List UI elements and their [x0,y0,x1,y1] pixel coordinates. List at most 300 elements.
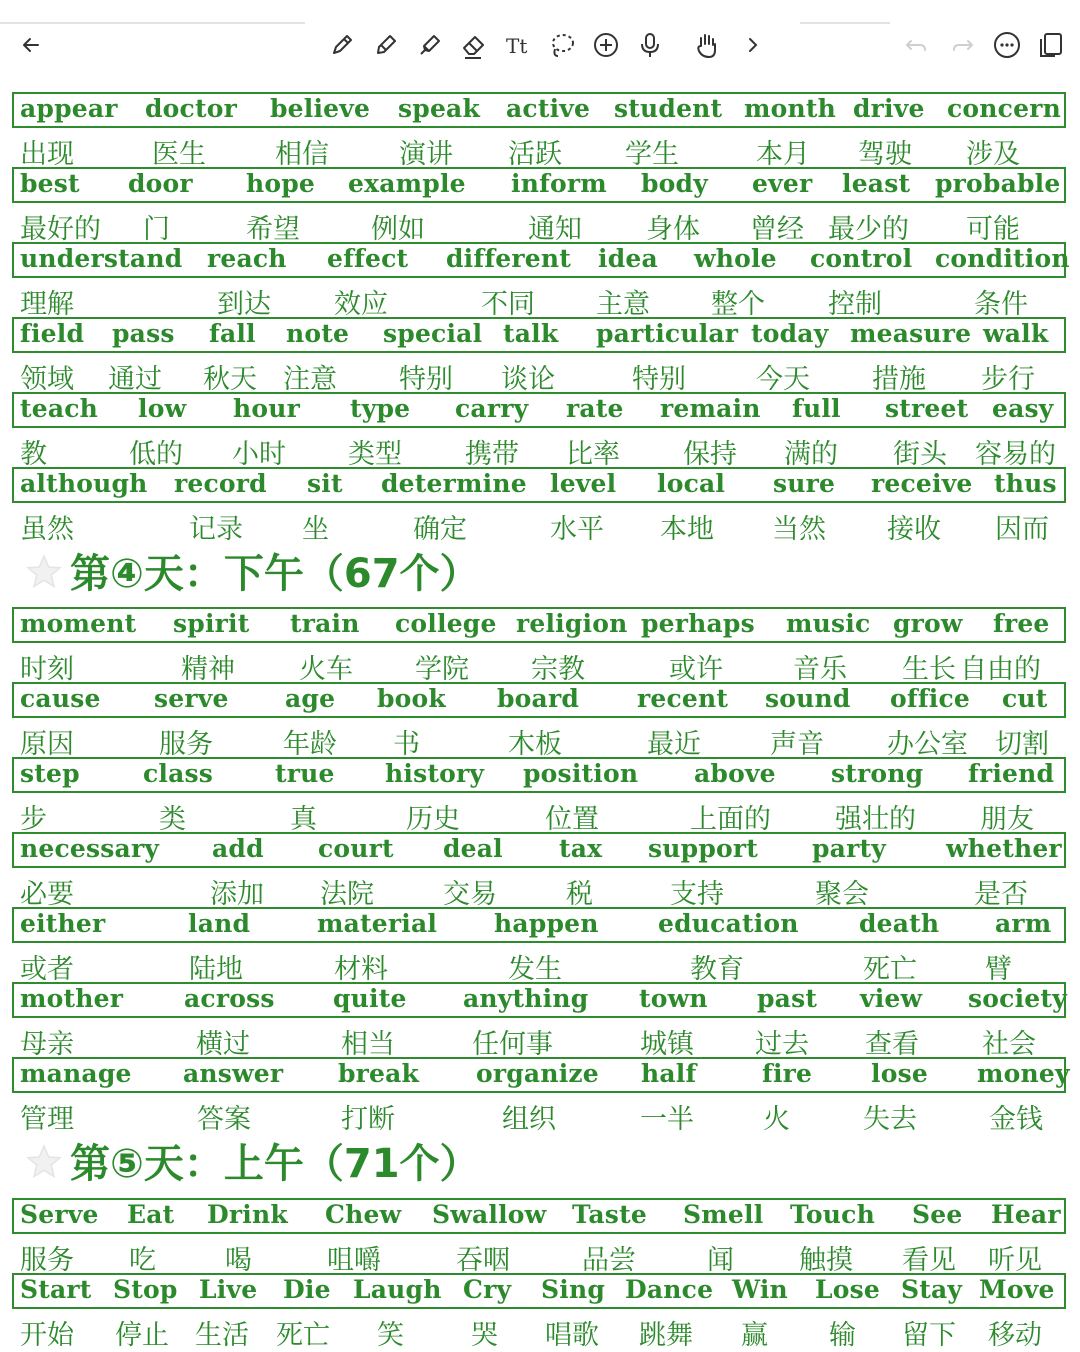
chinese-translation-row [0,505,1080,545]
english-word: rate [566,394,624,423]
english-word: Sing [541,1275,606,1304]
chinese-translation-row [0,205,1080,245]
chinese-translation: 接收 [887,514,941,545]
chinese-translation: 当然 [772,514,826,545]
english-word: teach [20,394,99,423]
english-word-row [0,757,1080,793]
english-word: moment [20,609,137,638]
english-word: across [184,984,275,1013]
chinese-translation: 注意 [283,364,337,395]
english-word: Chew [325,1200,402,1229]
chinese-translation: 历史 [406,804,460,835]
english-word: student [614,94,723,123]
chinese-translation: 相信 [275,139,329,170]
chinese-translation: 保持 [683,439,737,470]
chinese-translation: 横过 [196,1029,250,1060]
english-word: fall [209,319,256,348]
chevron-right-icon[interactable] [738,30,768,60]
chinese-translation: 社会 [982,1029,1036,1060]
chinese-translation: 或许 [669,654,723,685]
chinese-translation: 法院 [320,879,374,910]
english-word: pass [112,319,175,348]
english-word: town [639,984,708,1013]
english-word: society [968,984,1067,1013]
chinese-translation: 火 [763,1104,790,1135]
english-word-row [0,907,1080,943]
chinese-translation: 类 [159,804,186,835]
english-word: manage [20,1059,132,1088]
chinese-translation: 容易的 [975,439,1056,470]
english-word: note [286,319,350,348]
english-word: material [317,909,438,938]
chinese-translation: 过去 [755,1029,809,1060]
chinese-translation: 低的 [129,439,183,470]
chinese-translation: 学生 [625,139,679,170]
chinese-translation: 城镇 [640,1029,694,1060]
english-word: receive [871,469,973,498]
undo-icon[interactable] [901,30,931,60]
chinese-translation: 演讲 [399,139,453,170]
chinese-translation: 或者 [20,954,74,985]
english-word: add [212,834,264,863]
chinese-translation: 小时 [232,439,286,470]
chinese-translation: 服务 [159,729,213,760]
chinese-translation: 留下 [902,1320,956,1351]
svg-text:Tt: Tt [506,34,528,58]
chinese-translation: 原因 [20,729,74,760]
english-word: necessary [20,834,160,863]
english-word: grow [893,609,963,638]
english-word-row [0,1273,1080,1309]
heading-text: 第④天：下午（67个） [70,551,480,597]
english-word: Cry [463,1275,512,1304]
chinese-translation: 答案 [197,1104,251,1135]
chinese-translation: 任何事 [472,1029,553,1060]
english-word: Smell [683,1200,764,1229]
chinese-translation: 控制 [828,289,882,320]
english-word-row [0,682,1080,718]
chinese-translation: 生长 [902,654,956,685]
chinese-translation: 吃 [129,1245,156,1276]
chinese-translation-row [0,1095,1080,1135]
chinese-translation: 时刻 [20,654,74,685]
english-word: low [138,394,187,423]
chinese-translation: 相当 [341,1029,395,1060]
english-word: book [377,684,446,713]
english-word: hour [233,394,300,423]
english-word: lose [871,1059,928,1088]
english-word-row [0,92,1080,128]
chinese-translation: 材料 [334,954,388,985]
chinese-translation: 强壮的 [835,804,916,835]
chinese-translation: 服务 [20,1245,74,1276]
english-word: history [385,759,485,788]
chinese-translation: 不同 [481,289,535,320]
english-word: level [550,469,617,498]
chinese-translation: 本地 [660,514,714,545]
english-word: easy [992,394,1054,423]
english-word: Laugh [353,1275,442,1304]
english-word: whole [694,244,777,273]
english-word-row [0,467,1080,503]
chinese-translation-row [0,355,1080,395]
chinese-translation: 通知 [528,214,582,245]
chinese-translation: 臂 [985,954,1012,985]
english-word: Taste [572,1200,647,1229]
english-word: effect [327,244,409,273]
english-word: measure [850,319,972,348]
chinese-translation: 输 [829,1320,856,1351]
chinese-translation: 是否 [974,879,1028,910]
chinese-translation: 陆地 [189,954,243,985]
chinese-translation-row [0,1020,1080,1060]
english-word: money [977,1059,1070,1088]
chinese-translation: 死亡 [276,1320,330,1351]
chinese-translation: 发生 [508,954,562,985]
chinese-translation: 闻 [707,1245,734,1276]
chinese-translation: 笑 [377,1320,404,1351]
pen-icon[interactable] [327,30,357,60]
english-word: tax [559,834,603,863]
chinese-translation: 必要 [20,879,74,910]
english-word: sound [765,684,851,713]
chinese-translation-row [0,720,1080,760]
english-word: position [523,759,639,788]
chinese-translation: 步 [20,804,47,835]
chinese-translation: 教育 [690,954,744,985]
chinese-translation: 通过 [108,364,162,395]
chinese-translation: 切割 [995,729,1049,760]
english-word: party [812,834,886,863]
toolbar-divider [800,22,890,24]
chinese-translation: 看见 [902,1245,956,1276]
english-word: special [383,319,483,348]
english-word: land [188,909,251,938]
chinese-translation: 曾经 [750,214,804,245]
chinese-translation: 身体 [646,214,700,245]
chinese-translation: 火车 [299,654,353,685]
english-word: organize [476,1059,599,1088]
english-word: college [395,609,497,638]
word-row-border [12,832,1066,868]
english-word: Dance [625,1275,714,1304]
chinese-translation: 位置 [545,804,599,835]
chinese-translation: 记录 [189,514,243,545]
chinese-translation: 添加 [210,879,264,910]
chinese-translation: 赢 [741,1320,768,1351]
english-word: sit [307,469,343,498]
english-word: street [885,394,969,423]
english-word: education [658,909,799,938]
chinese-translation: 咀嚼 [327,1245,381,1276]
english-word: Drink [207,1200,288,1229]
english-word: hope [246,169,316,198]
english-word-row [0,167,1080,203]
chinese-translation: 类型 [348,439,402,470]
highlighter-icon[interactable] [415,30,445,60]
english-word: door [128,169,193,198]
chinese-translation: 年龄 [283,729,337,760]
english-word: See [912,1200,963,1229]
eraser-icon[interactable] [459,30,489,60]
english-word: active [506,94,591,123]
english-word: true [275,759,335,788]
english-word: record [174,469,267,498]
redo-icon[interactable] [948,30,978,60]
english-word-row [0,242,1080,278]
toolbar-divider [0,22,305,24]
chinese-translation: 街头 [893,439,947,470]
chinese-translation: 移动 [988,1320,1042,1351]
chinese-translation: 涉及 [966,139,1020,170]
english-word: support [648,834,759,863]
chinese-translation: 触摸 [799,1245,853,1276]
lasso-icon[interactable] [547,30,577,60]
chinese-translation: 查看 [865,1029,919,1060]
chinese-translation-row [0,645,1080,685]
chinese-translation: 吞咽 [456,1245,510,1276]
chinese-translation: 生活 [195,1320,249,1351]
english-word: music [786,609,871,638]
english-word: arm [995,909,1052,938]
english-word: doctor [145,94,237,123]
english-word: friend [968,759,1055,788]
english-word: age [285,684,336,713]
english-word: perhaps [641,609,755,638]
english-word: field [20,319,85,348]
english-word: Lose [815,1275,881,1304]
star-icon [24,552,64,592]
chinese-translation: 可能 [966,214,1020,245]
english-word-row [0,1198,1080,1234]
english-word: deal [443,834,503,863]
chinese-translation: 精神 [181,654,235,685]
english-word: past [757,984,818,1013]
english-word: understand [20,244,183,273]
english-word: believe [270,94,371,123]
english-word: month [744,94,837,123]
back-arrow-icon[interactable] [16,30,46,60]
chinese-translation: 音乐 [793,654,847,685]
chinese-translation: 到达 [217,289,271,320]
day-section-heading [0,1132,1080,1192]
chinese-translation: 喝 [225,1245,252,1276]
heading-text: 第⑤天：上午（71个） [70,1141,480,1187]
add-circle-icon[interactable] [591,30,621,60]
chinese-translation: 一半 [640,1104,694,1135]
chinese-translation: 听见 [988,1245,1042,1276]
english-word-row [0,982,1080,1018]
chinese-translation: 整个 [711,289,765,320]
chinese-translation: 打断 [341,1104,395,1135]
chinese-translation: 声音 [770,729,824,760]
chinese-translation: 特别 [399,364,453,395]
english-word: fire [762,1059,813,1088]
chinese-translation: 朋友 [980,804,1034,835]
english-word: view [860,984,923,1013]
english-word: strong [831,759,924,788]
chinese-translation: 聚会 [815,879,869,910]
english-word: religion [516,609,628,638]
chinese-translation: 品尝 [582,1245,636,1276]
chinese-translation-row [0,280,1080,320]
english-word: full [792,394,841,423]
chinese-translation: 交易 [443,879,497,910]
chinese-translation: 因而 [995,514,1049,545]
english-word: although [20,469,148,498]
chinese-translation: 最好的 [20,214,101,245]
chinese-translation: 例如 [371,214,425,245]
chinese-translation: 税 [566,879,593,910]
english-word: remain [660,394,761,423]
english-word: Stop [113,1275,178,1304]
english-word: inform [511,169,607,198]
chinese-translation-row [0,130,1080,170]
english-word: Serve [20,1200,99,1229]
chinese-translation-row [0,430,1080,470]
english-word: local [657,469,726,498]
english-word: Stay [901,1275,963,1304]
english-word: Swallow [432,1200,547,1229]
english-word-row [0,392,1080,428]
english-word: above [694,759,776,788]
english-word: control [810,244,913,273]
english-word: office [890,684,971,713]
english-word: Win [732,1275,788,1304]
chinese-translation-row [0,1311,1080,1351]
chinese-translation: 今天 [756,364,810,395]
chinese-translation: 携带 [465,439,519,470]
chinese-translation: 母亲 [20,1029,74,1060]
english-word: Touch [790,1200,875,1229]
english-word: speak [398,94,480,123]
english-word: recent [637,684,729,713]
chinese-translation: 木板 [508,729,562,760]
english-word: Live [199,1275,258,1304]
english-word: example [348,169,466,198]
chinese-translation-row [0,795,1080,835]
english-word: body [641,169,708,198]
chinese-translation: 效应 [334,289,388,320]
english-word: different [446,244,571,273]
chinese-translation: 确定 [413,514,467,545]
english-word: Start [20,1275,92,1304]
chinese-translation-row [0,945,1080,985]
chinese-translation: 办公室 [887,729,968,760]
english-word: concern [947,94,1061,123]
english-word-row [0,607,1080,643]
chinese-translation: 步行 [981,364,1035,395]
chinese-translation: 门 [143,214,170,245]
english-word: particular [596,319,739,348]
chinese-translation: 开始 [20,1320,74,1351]
english-word: best [20,169,80,198]
english-word: ever [752,169,813,198]
chinese-translation: 特别 [632,364,686,395]
english-word-row [0,317,1080,353]
chinese-translation: 金钱 [989,1104,1043,1135]
english-word: least [842,169,911,198]
chinese-translation: 比率 [566,439,620,470]
microphone-icon[interactable] [635,30,665,60]
chinese-translation: 宗教 [531,654,585,685]
chinese-translation: 停止 [115,1320,169,1351]
english-word: type [350,394,411,423]
english-word: serve [154,684,229,713]
english-word: cut [1002,684,1048,713]
chinese-translation: 最少的 [828,214,909,245]
hand-icon[interactable] [692,30,722,60]
pages-icon[interactable] [1036,30,1066,60]
chinese-translation: 哭 [471,1320,498,1351]
chinese-translation: 教 [20,439,47,470]
chinese-translation: 出现 [20,139,74,170]
text-tool-icon[interactable] [503,30,533,60]
chinese-translation: 措施 [872,364,926,395]
more-icon[interactable] [992,30,1022,60]
english-word: train [290,609,360,638]
chinese-translation: 秋天 [203,364,257,395]
english-word: spirit [173,609,250,638]
chinese-translation: 真 [290,804,317,835]
chinese-translation: 上面的 [690,804,771,835]
chinese-translation-row [0,1236,1080,1276]
english-word: condition [935,244,1070,273]
chinese-translation: 活跃 [508,139,562,170]
english-word: probable [935,169,1061,198]
english-word: free [993,609,1050,638]
english-word: idea [598,244,658,273]
chinese-translation: 满的 [784,439,838,470]
chinese-translation: 领域 [20,364,74,395]
day-section-heading [0,542,1080,602]
chinese-translation: 支持 [670,879,724,910]
english-word: today [751,319,829,348]
english-word-row [0,1057,1080,1093]
english-word: reach [207,244,287,273]
chinese-translation: 谈论 [501,364,555,395]
english-word: board [497,684,580,713]
chinese-translation: 虽然 [20,514,74,545]
english-word: determine [381,469,527,498]
english-word-row [0,832,1080,868]
chinese-translation: 水平 [550,514,604,545]
chinese-translation: 主意 [596,289,650,320]
english-word: walk [983,319,1049,348]
chinese-translation: 本月 [756,139,810,170]
english-word: cause [20,684,101,713]
english-word: Die [283,1275,331,1304]
english-word: happen [494,909,599,938]
english-word: break [338,1059,420,1088]
star-icon [24,1142,64,1182]
english-word: answer [183,1059,284,1088]
english-word: mother [20,984,124,1013]
english-word: Move [979,1275,1055,1304]
chinese-translation: 唱歌 [545,1320,599,1351]
pencil-icon[interactable] [371,30,401,60]
chinese-translation: 希望 [246,214,300,245]
english-word: Eat [127,1200,175,1229]
chinese-translation: 自由的 [960,654,1041,685]
english-word: either [20,909,106,938]
english-word: whether [946,834,1062,863]
chinese-translation-row [0,870,1080,910]
chinese-translation: 驾驶 [858,139,912,170]
english-word: thus [994,469,1057,498]
chinese-translation: 坐 [302,514,329,545]
english-word: appear [20,94,118,123]
